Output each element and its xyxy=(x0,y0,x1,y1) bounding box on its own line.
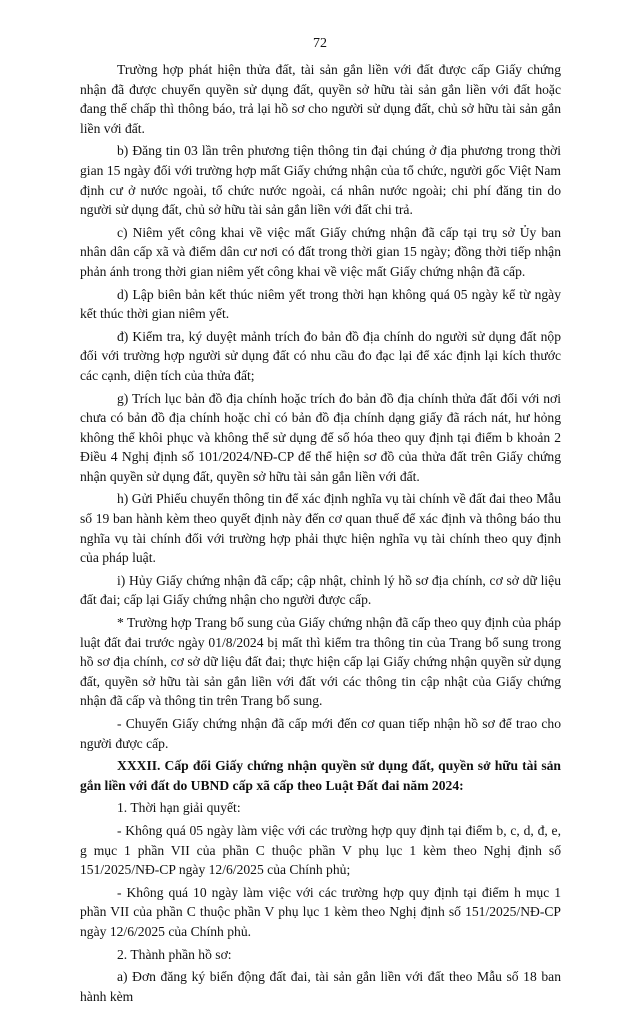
paragraph: b) Đăng tin 03 lần trên phương tiện thông tin đại chúng ở địa phương trong thời gian 15 ngày đối với trường hợp mất Giấy chứng nhận của tổ chức, người gốc Việt Nam định cư ở nước ngoài, tổ chức nước ngoài, cá nhân nước ngoài; chi phí đăng tin do người sử dụng đất, chủ sở hữu tài sản gắn liền với đất chi trả. xyxy=(80,143,561,218)
paragraph: 2. Thành phần hồ sơ: xyxy=(117,946,232,962)
paragraph: Trường hợp phát hiện thửa đất, tài sản gắn liền với đất được cấp Giấy chứng nhận đã được chuyển quyền sử dụng đất, quyền sở hữu tài sản gắn liền với đất hoặc đang thế chấp thì thông báo, trả lại hồ sơ cho người sử dụng đất, chủ sở hữu tài sản gắn liền với đất. xyxy=(80,62,561,136)
paragraph: a) Đơn đăng ký biến động đất đai, tài sản gắn liền với đất theo Mẫu số 18 ban hành kèm xyxy=(80,969,561,1004)
document-body xyxy=(80,60,561,1009)
page-number: 72 xyxy=(313,36,327,51)
section-heading: XXXII. Cấp đổi Giấy chứng nhận quyền sử dụng đất, quyền sở hữu tài sản gắn liền với đất do UBND cấp xã cấp theo Luật Đất đai năm 2024: xyxy=(80,758,561,793)
paragraph: c) Niêm yết công khai về việc mất Giấy chứng nhận đã cấp tại trụ sở Ủy ban nhân dân cấp xã và điểm dân cư nơi có đất trong thời gian 15 ngày; đồng thời tiếp nhận phản ánh trong thời gian niêm yết công khai về việc mất Giấy chứng nhận đã cấp. xyxy=(80,224,561,279)
paragraph: 1. Thời hạn giải quyết: xyxy=(117,800,241,816)
paragraph: h) Gửi Phiếu chuyển thông tin để xác định nghĩa vụ tài chính về đất đai theo Mẫu số 19 ban hành kèm theo quyết định này đến cơ quan thuế để xác định và thông báo thu nghĩa vụ tài chính đối với trường hợp phải thực hiện nghĩa vụ tài chính theo quy định của pháp luật. xyxy=(80,491,561,566)
paragraph: * Trường hợp Trang bổ sung của Giấy chứng nhận đã cấp theo quy định của pháp luật đất đai trước ngày 01/8/2024 bị mất thì kiểm tra thông tin của Trang bổ sung trong hồ sơ địa chính, cơ sở dữ liệu đất đai; thực hiện cấp lại Giấy chứng nhận quyền sử dụng đất, quyền sở hữu tài sản gắn liền với đất với các thông tin cập nhật của Giấy chứng nhận đã cấp và thông tin trên Trang bổ sung. xyxy=(80,615,561,709)
paragraph: i) Hủy Giấy chứng nhận đã cấp; cập nhật, chỉnh lý hồ sơ địa chính, cơ sở dữ liệu đất đai; cấp lại Giấy chứng nhận cho người được cấp. xyxy=(80,572,561,608)
paragraph: - Chuyển Giấy chứng nhận đã cấp mới đến cơ quan tiếp nhận hồ sơ để trao cho người được cấp. xyxy=(80,716,561,751)
paragraph: d) Lập biên bản kết thúc niêm yết trong thời hạn không quá 05 ngày kể từ ngày kết thúc thời gian niêm yết. xyxy=(80,286,561,322)
paragraph: - Không quá 05 ngày làm việc với các trường hợp quy định tại điểm b, c, d, đ, e, g mục 1 phần VII của phần C thuộc phần V phụ lục 1 kèm theo Nghị định số 151/2025/NĐ-CP ngày 12/6/2025 của Chính phủ; xyxy=(80,822,561,878)
paragraph: g) Trích lục bản đồ địa chính hoặc trích đo bản đồ địa chính thửa đất đối với nơi chưa có bản đồ địa chính hoặc chỉ có bản đồ địa chính dạng giấy đã rách nát, hư hỏng không thể khôi phục và không thể sử dụng để số hóa theo quy định tại điểm b khoản 2 Điều 4 Nghị định số 101/2024/NĐ-CP để thể hiện sơ đồ của thửa đất trên Giấy chứng nhận quyền sử dụng đất, quyền sở hữu tài sản gắn liền với đất. xyxy=(80,390,561,484)
paragraph: - Không quá 10 ngày làm việc với các trường hợp quy định tại điểm h mục 1 phần VII của phần C thuộc phần V phụ lục 1 kèm theo Nghị định số 151/2025/NĐ-CP ngày 12/6/2025 của Chính phủ. xyxy=(80,884,561,939)
paragraph: đ) Kiểm tra, ký duyệt mảnh trích đo bản đồ địa chính do người sử dụng đất nộp đối với trường hợp người sử dụng đất có nhu cầu đo đạc lại để xác định lại kích thước các cạnh, diện tích của thửa đất; xyxy=(80,328,561,383)
